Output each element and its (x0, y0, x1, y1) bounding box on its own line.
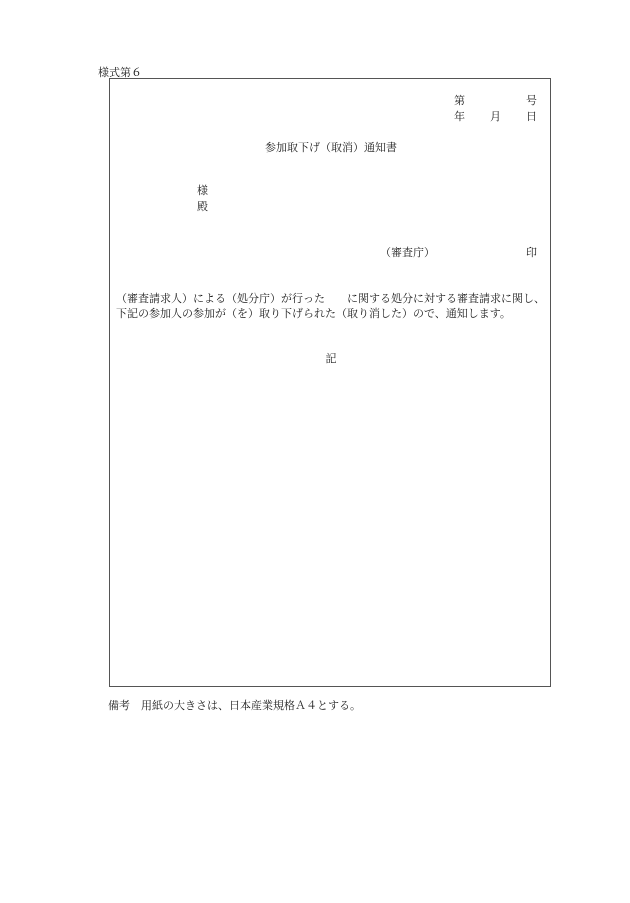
addressee-dono: 殿 (197, 200, 208, 213)
document-title: 参加取下げ（取消）通知書 (265, 141, 397, 154)
form-number-label: 様式第６ (98, 66, 142, 79)
notice-body-text: （審査請求人）による（処分庁）が行った に関する処分に対する審査請求に関し、下記の参加人の参加が（を）取り下げられた（取り消した）ので、通知します。 (116, 292, 545, 320)
date-month-label: 月 (490, 110, 501, 123)
form-frame (109, 78, 551, 687)
document-number-suffix: 号 (526, 94, 537, 107)
ki-heading: 記 (325, 352, 337, 365)
date-year-label: 年 (454, 110, 465, 123)
seal-mark: 印 (526, 246, 537, 259)
sender-agency: （審査庁） (380, 246, 435, 259)
date-day-label: 日 (526, 110, 537, 123)
addressee-sama: 様 (197, 184, 208, 197)
document-number-prefix: 第 (454, 94, 465, 107)
remarks-note: 備考 用紙の大きさは、日本産業規格Ａ４とする。 (108, 699, 361, 712)
